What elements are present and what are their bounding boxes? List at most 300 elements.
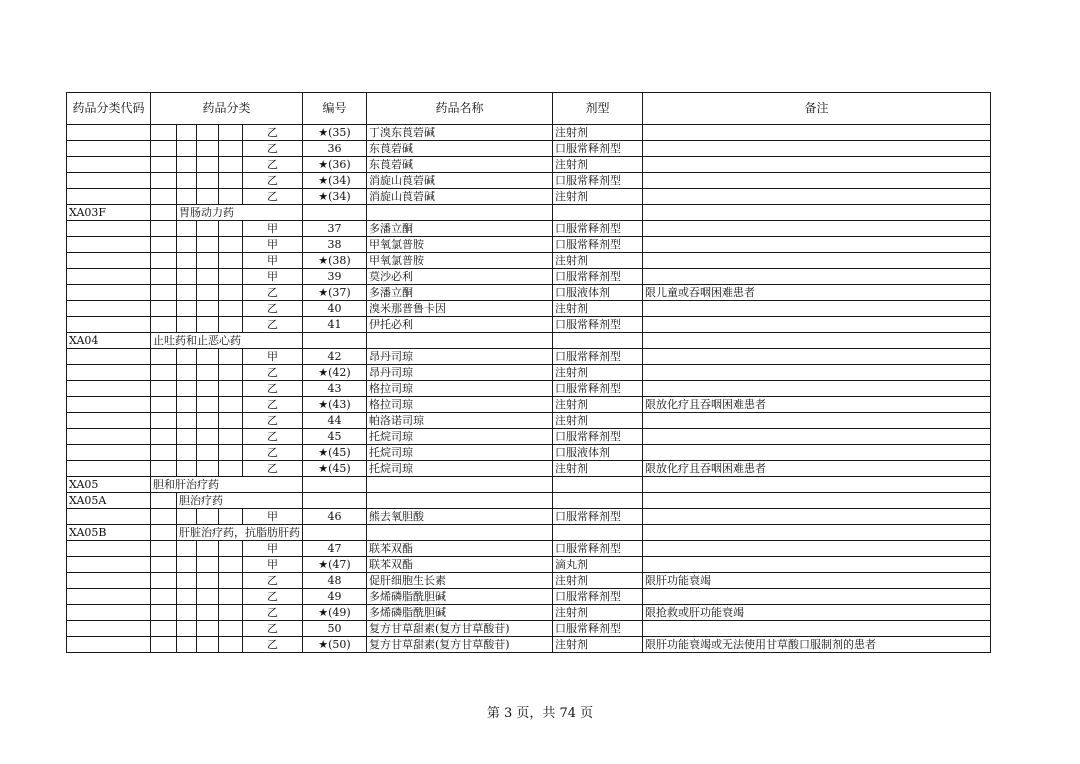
level-cell: [177, 621, 197, 637]
level-cell: [197, 397, 219, 413]
level-cell: [219, 589, 243, 605]
category-code: XA05: [67, 477, 151, 493]
level-cell: [151, 125, 177, 141]
level-cell: [219, 285, 243, 301]
level-cell: [219, 269, 243, 285]
remark-cell: [643, 141, 991, 157]
table-row: [67, 141, 991, 157]
level-cell: [177, 317, 197, 333]
remark-cell: 限肝功能衰竭或无法使用甘草酸口服制剂的患者: [643, 637, 991, 653]
level-cell: [151, 157, 177, 173]
level-cell: [151, 221, 177, 237]
code-cell: [67, 429, 151, 445]
dosage-form-cell: 口服常释剂型: [553, 589, 643, 605]
level-cell: [219, 605, 243, 621]
level-cell: [151, 141, 177, 157]
grade-cell: 乙: [243, 445, 303, 461]
level-cell: [197, 157, 219, 173]
level-cell: [219, 173, 243, 189]
number-cell: ★(45): [303, 461, 367, 477]
grade-cell: 甲: [243, 269, 303, 285]
code-cell: [67, 541, 151, 557]
level-cell: [151, 269, 177, 285]
number-cell: ★(49): [303, 605, 367, 621]
grade-cell: 乙: [243, 461, 303, 477]
dosage-form-cell: 注射剂: [553, 189, 643, 205]
form-cell: [553, 493, 643, 509]
remark-cell: [643, 477, 991, 493]
code-cell: [67, 509, 151, 525]
remark-cell: [643, 445, 991, 461]
level-cell: [197, 253, 219, 269]
level-cell: [219, 557, 243, 573]
remark-cell: [643, 509, 991, 525]
level-cell: [197, 557, 219, 573]
level-cell: [177, 605, 197, 621]
number-cell: 42: [303, 349, 367, 365]
drug-name-cell: 消旋山莨菪碱: [367, 173, 553, 189]
grade-cell: 甲: [243, 237, 303, 253]
dosage-form-cell: 口服常释剂型: [553, 141, 643, 157]
table-row: [67, 557, 991, 573]
grade-cell: 乙: [243, 605, 303, 621]
level-cell: [177, 589, 197, 605]
remark-cell: [643, 429, 991, 445]
table-row: [67, 349, 991, 365]
level-cell: [197, 189, 219, 205]
dosage-form-cell: 口服常释剂型: [553, 269, 643, 285]
header-code: 药品分类代码: [67, 93, 151, 125]
code-cell: [67, 237, 151, 253]
level-cell: [151, 557, 177, 573]
number-cell: 38: [303, 237, 367, 253]
drug-name-cell: 托烷司琼: [367, 445, 553, 461]
code-cell: [67, 605, 151, 621]
code-cell: [67, 173, 151, 189]
number-cell: [303, 525, 367, 541]
code-cell: [67, 557, 151, 573]
level-cell: [151, 285, 177, 301]
grade-cell: 乙: [243, 141, 303, 157]
level-cell: [219, 221, 243, 237]
table-row: [67, 189, 991, 205]
drug-name-cell: 多烯磷脂酰胆碱: [367, 605, 553, 621]
grade-cell: 乙: [243, 429, 303, 445]
level-cell: [177, 189, 197, 205]
grade-cell: 乙: [243, 285, 303, 301]
dosage-form-cell: 注射剂: [553, 365, 643, 381]
drug-name-cell: 莫沙必利: [367, 269, 553, 285]
number-cell: 40: [303, 301, 367, 317]
level-cell: [219, 573, 243, 589]
form-cell: [553, 525, 643, 541]
level-cell: [151, 589, 177, 605]
number-cell: 48: [303, 573, 367, 589]
remark-cell: [643, 157, 991, 173]
level-cell: [219, 381, 243, 397]
level-cell: [177, 509, 197, 525]
table-row: [67, 509, 991, 525]
remark-cell: [643, 349, 991, 365]
drug-name-cell: 消旋山莨菪碱: [367, 189, 553, 205]
dosage-form-cell: 滴丸剂: [553, 557, 643, 573]
grade-cell: 甲: [243, 349, 303, 365]
code-cell: [67, 157, 151, 173]
table-row: [67, 237, 991, 253]
grade-cell: 甲: [243, 509, 303, 525]
category-indent: [151, 525, 177, 541]
table-row: [67, 605, 991, 621]
number-cell: [303, 205, 367, 221]
level-cell: [177, 173, 197, 189]
code-cell: [67, 397, 151, 413]
category-title: 胃肠动力药: [177, 205, 303, 221]
form-cell: [553, 477, 643, 493]
level-cell: [177, 269, 197, 285]
level-cell: [151, 301, 177, 317]
remark-cell: [643, 541, 991, 557]
level-cell: [151, 429, 177, 445]
number-cell: ★(34): [303, 189, 367, 205]
level-cell: [177, 125, 197, 141]
remark-cell: [643, 589, 991, 605]
code-cell: [67, 141, 151, 157]
level-cell: [151, 189, 177, 205]
drug-name-cell: 托烷司琼: [367, 429, 553, 445]
number-cell: [303, 493, 367, 509]
number-cell: ★(43): [303, 397, 367, 413]
table-row: [67, 301, 991, 317]
number-cell: [303, 477, 367, 493]
level-cell: [151, 365, 177, 381]
code-cell: [67, 573, 151, 589]
drug-name-cell: 复方甘草甜素(复方甘草酸苷): [367, 637, 553, 653]
level-cell: [197, 605, 219, 621]
table-row: [67, 253, 991, 269]
level-cell: [177, 541, 197, 557]
level-cell: [219, 237, 243, 253]
level-cell: [197, 301, 219, 317]
remark-cell: [643, 253, 991, 269]
number-cell: ★(50): [303, 637, 367, 653]
remark-cell: 限肝功能衰竭: [643, 573, 991, 589]
level-cell: [197, 141, 219, 157]
remark-cell: [643, 381, 991, 397]
number-cell: 43: [303, 381, 367, 397]
level-cell: [197, 429, 219, 445]
level-cell: [197, 317, 219, 333]
drug-name-cell: 昂丹司琼: [367, 365, 553, 381]
category-indent: [151, 493, 177, 509]
level-cell: [219, 541, 243, 557]
level-cell: [219, 397, 243, 413]
code-cell: [67, 301, 151, 317]
level-cell: [177, 637, 197, 653]
table-row: [67, 637, 991, 653]
number-cell: 46: [303, 509, 367, 525]
remark-cell: [643, 125, 991, 141]
level-cell: [197, 365, 219, 381]
table-row: [67, 589, 991, 605]
grade-cell: 乙: [243, 317, 303, 333]
level-cell: [197, 445, 219, 461]
level-cell: [151, 605, 177, 621]
grade-cell: 乙: [243, 413, 303, 429]
code-cell: [67, 269, 151, 285]
drug-name-cell: 多潘立酮: [367, 285, 553, 301]
level-cell: [151, 621, 177, 637]
grade-cell: 乙: [243, 397, 303, 413]
level-cell: [177, 461, 197, 477]
category-indent: [151, 205, 177, 221]
grade-cell: 乙: [243, 637, 303, 653]
code-cell: [67, 413, 151, 429]
level-cell: [219, 301, 243, 317]
name-cell: [367, 477, 553, 493]
number-cell: ★(36): [303, 157, 367, 173]
table-row: [67, 381, 991, 397]
drug-name-cell: 东莨菪碱: [367, 157, 553, 173]
category-row: [67, 493, 991, 509]
number-cell: [303, 333, 367, 349]
category-row: [67, 477, 991, 493]
drug-name-cell: 联苯双酯: [367, 557, 553, 573]
code-cell: [67, 461, 151, 477]
remark-cell: [643, 333, 991, 349]
dosage-form-cell: 口服常释剂型: [553, 349, 643, 365]
level-cell: [219, 125, 243, 141]
category-code: XA04: [67, 333, 151, 349]
code-cell: [67, 317, 151, 333]
number-cell: ★(35): [303, 125, 367, 141]
table-row: [67, 541, 991, 557]
level-cell: [219, 413, 243, 429]
drug-name-cell: 联苯双酯: [367, 541, 553, 557]
header-number: 编号: [303, 93, 367, 125]
level-cell: [151, 509, 177, 525]
drug-name-cell: 托烷司琼: [367, 461, 553, 477]
table-row: [67, 413, 991, 429]
table-header-row: [67, 93, 991, 125]
number-cell: 49: [303, 589, 367, 605]
drug-name-cell: 多潘立酮: [367, 221, 553, 237]
number-cell: 41: [303, 317, 367, 333]
dosage-form-cell: 口服常释剂型: [553, 237, 643, 253]
grade-cell: 甲: [243, 557, 303, 573]
category-code: XA03F: [67, 205, 151, 221]
level-cell: [219, 189, 243, 205]
level-cell: [197, 621, 219, 637]
page-number: 第 3 页，共 74 页: [486, 706, 594, 721]
table-row: [67, 285, 991, 301]
level-cell: [219, 509, 243, 525]
number-cell: 44: [303, 413, 367, 429]
grade-cell: 乙: [243, 589, 303, 605]
grade-cell: 乙: [243, 189, 303, 205]
drug-name-cell: 格拉司琼: [367, 397, 553, 413]
remark-cell: [643, 317, 991, 333]
level-cell: [177, 157, 197, 173]
header-form: 剂型: [553, 93, 643, 125]
category-code: XA05A: [67, 493, 151, 509]
code-cell: [67, 349, 151, 365]
grade-cell: 甲: [243, 253, 303, 269]
level-cell: [177, 349, 197, 365]
category-title: 肝脏治疗药，抗脂肪肝药: [177, 525, 303, 541]
level-cell: [197, 349, 219, 365]
level-cell: [177, 285, 197, 301]
drug-name-cell: 甲氧氯普胺: [367, 237, 553, 253]
level-cell: [197, 381, 219, 397]
level-cell: [151, 573, 177, 589]
category-title: 胆和肝治疗药: [151, 477, 303, 493]
level-cell: [151, 637, 177, 653]
level-cell: [177, 253, 197, 269]
remark-cell: [643, 189, 991, 205]
dosage-form-cell: 口服常释剂型: [553, 509, 643, 525]
number-cell: 45: [303, 429, 367, 445]
table-row: [67, 429, 991, 445]
level-cell: [197, 509, 219, 525]
drug-name-cell: 多烯磷脂酰胆碱: [367, 589, 553, 605]
level-cell: [151, 541, 177, 557]
code-cell: [67, 125, 151, 141]
remark-cell: [643, 173, 991, 189]
dosage-form-cell: 注射剂: [553, 301, 643, 317]
table-row: [67, 221, 991, 237]
code-cell: [67, 189, 151, 205]
level-cell: [197, 173, 219, 189]
drug-name-cell: 溴米那普鲁卡因: [367, 301, 553, 317]
table-row: [67, 157, 991, 173]
level-cell: [151, 461, 177, 477]
table-row: [67, 125, 991, 141]
remark-cell: [643, 525, 991, 541]
level-cell: [177, 381, 197, 397]
drug-name-cell: 昂丹司琼: [367, 349, 553, 365]
dosage-form-cell: 口服常释剂型: [553, 621, 643, 637]
level-cell: [177, 237, 197, 253]
table-row: [67, 317, 991, 333]
level-cell: [151, 445, 177, 461]
level-cell: [151, 349, 177, 365]
level-cell: [197, 461, 219, 477]
drug-name-cell: 熊去氧胆酸: [367, 509, 553, 525]
code-cell: [67, 445, 151, 461]
table-row: [67, 461, 991, 477]
dosage-form-cell: 注射剂: [553, 125, 643, 141]
remark-cell: 限儿童或吞咽困难患者: [643, 285, 991, 301]
category-title: 胆治疗药: [177, 493, 303, 509]
level-cell: [219, 637, 243, 653]
level-cell: [197, 541, 219, 557]
level-cell: [177, 413, 197, 429]
code-cell: [67, 253, 151, 269]
number-cell: ★(42): [303, 365, 367, 381]
number-cell: ★(45): [303, 445, 367, 461]
level-cell: [151, 397, 177, 413]
level-cell: [197, 125, 219, 141]
remark-cell: [643, 301, 991, 317]
dosage-form-cell: 口服常释剂型: [553, 429, 643, 445]
remark-cell: 限抢救或肝功能衰竭: [643, 605, 991, 621]
remark-cell: [643, 205, 991, 221]
level-cell: [177, 397, 197, 413]
level-cell: [151, 413, 177, 429]
category-row: [67, 525, 991, 541]
table-row: [67, 397, 991, 413]
remark-cell: [643, 413, 991, 429]
dosage-form-cell: 口服常释剂型: [553, 221, 643, 237]
drug-name-cell: 促肝细胞生长素: [367, 573, 553, 589]
dosage-form-cell: 注射剂: [553, 637, 643, 653]
code-cell: [67, 589, 151, 605]
grade-cell: 乙: [243, 157, 303, 173]
dosage-form-cell: 口服常释剂型: [553, 317, 643, 333]
number-cell: ★(38): [303, 253, 367, 269]
level-cell: [197, 269, 219, 285]
form-cell: [553, 205, 643, 221]
remark-cell: 限放化疗且吞咽困难患者: [643, 397, 991, 413]
name-cell: [367, 493, 553, 509]
header-category: 药品分类: [151, 93, 303, 125]
code-cell: [67, 285, 151, 301]
code-cell: [67, 637, 151, 653]
level-cell: [197, 573, 219, 589]
number-cell: 37: [303, 221, 367, 237]
dosage-form-cell: 口服常释剂型: [553, 173, 643, 189]
drug-name-cell: 东莨菪碱: [367, 141, 553, 157]
level-cell: [219, 141, 243, 157]
level-cell: [177, 429, 197, 445]
level-cell: [197, 285, 219, 301]
level-cell: [219, 253, 243, 269]
drug-catalog-table: [66, 92, 991, 653]
number-cell: 47: [303, 541, 367, 557]
level-cell: [177, 573, 197, 589]
number-cell: 36: [303, 141, 367, 157]
remark-cell: 限放化疗且吞咽困难患者: [643, 461, 991, 477]
level-cell: [151, 173, 177, 189]
grade-cell: 乙: [243, 365, 303, 381]
dosage-form-cell: 注射剂: [553, 413, 643, 429]
category-row: [67, 333, 991, 349]
code-cell: [67, 365, 151, 381]
table-row: [67, 445, 991, 461]
code-cell: [67, 221, 151, 237]
drug-name-cell: 伊托必利: [367, 317, 553, 333]
remark-cell: [643, 493, 991, 509]
drug-name-cell: 帕洛诺司琼: [367, 413, 553, 429]
number-cell: ★(37): [303, 285, 367, 301]
grade-cell: 乙: [243, 621, 303, 637]
level-cell: [177, 557, 197, 573]
dosage-form-cell: 注射剂: [553, 461, 643, 477]
level-cell: [219, 365, 243, 381]
level-cell: [197, 221, 219, 237]
remark-cell: [643, 621, 991, 637]
level-cell: [219, 317, 243, 333]
level-cell: [197, 413, 219, 429]
dosage-form-cell: 注射剂: [553, 573, 643, 589]
level-cell: [219, 157, 243, 173]
number-cell: 39: [303, 269, 367, 285]
remark-cell: [643, 269, 991, 285]
drug-name-cell: 甲氧氯普胺: [367, 253, 553, 269]
grade-cell: 乙: [243, 381, 303, 397]
dosage-form-cell: 注射剂: [553, 157, 643, 173]
table-row: [67, 573, 991, 589]
